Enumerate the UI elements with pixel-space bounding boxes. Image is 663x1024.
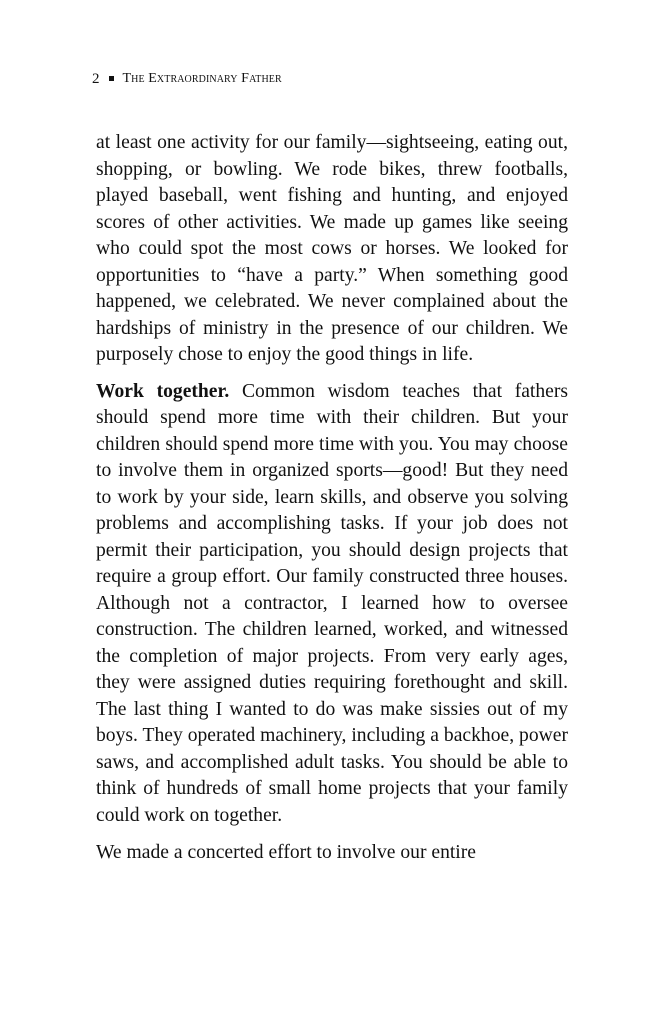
body-paragraph: We made a concerted effort to involve our entire: [96, 842, 476, 863]
page-body: [96, 130, 568, 867]
paragraph-text: Common wisdom teaches that fathers should spend more time with their children. But your children should spend more time with you. You may choose to involve them in organized sports—good! But they need to work by your side, learn skills, and observe you solving problems and accomplishing tasks. If your job does not permit their participation, you should design projects that require a group effort. Our family constructed three houses. Although not a contractor, I learned how to oversee construction. The children learned, worked, and witnessed the completion of major projects. From very early ages, they were assigned duties requiring forethought and skill. The last thing I wanted to do was make sissies out of my boys. They operated machinery, including a backhoe, power saws, and accomplished adult tasks. You should be able to think of hundreds of small home projects that your family could work on together.: [96, 380, 568, 826]
paragraph-heading: Work together.: [96, 380, 230, 402]
separator-bullet-icon: [109, 76, 114, 81]
body-paragraph: at least one activity for our family—sightseeing, eating out, shopping, or bowling. We rode bikes, threw footballs, played baseball, went fishing and hunting, and enjoyed scores of other activities. We made up games like seeing who could spot the most cows or horses. We looked for opportunities to “have a party.” When something good happened, we celebrated. We never complained about the hardships of ministry in the presence of our children. We purposely chose to enjoy the good things in life.: [96, 132, 568, 365]
running-head: [92, 70, 282, 88]
page-number: 2: [92, 71, 100, 87]
book-title: The Extraordinary Father: [122, 71, 282, 86]
body-paragraph-work-together: [96, 379, 568, 830]
